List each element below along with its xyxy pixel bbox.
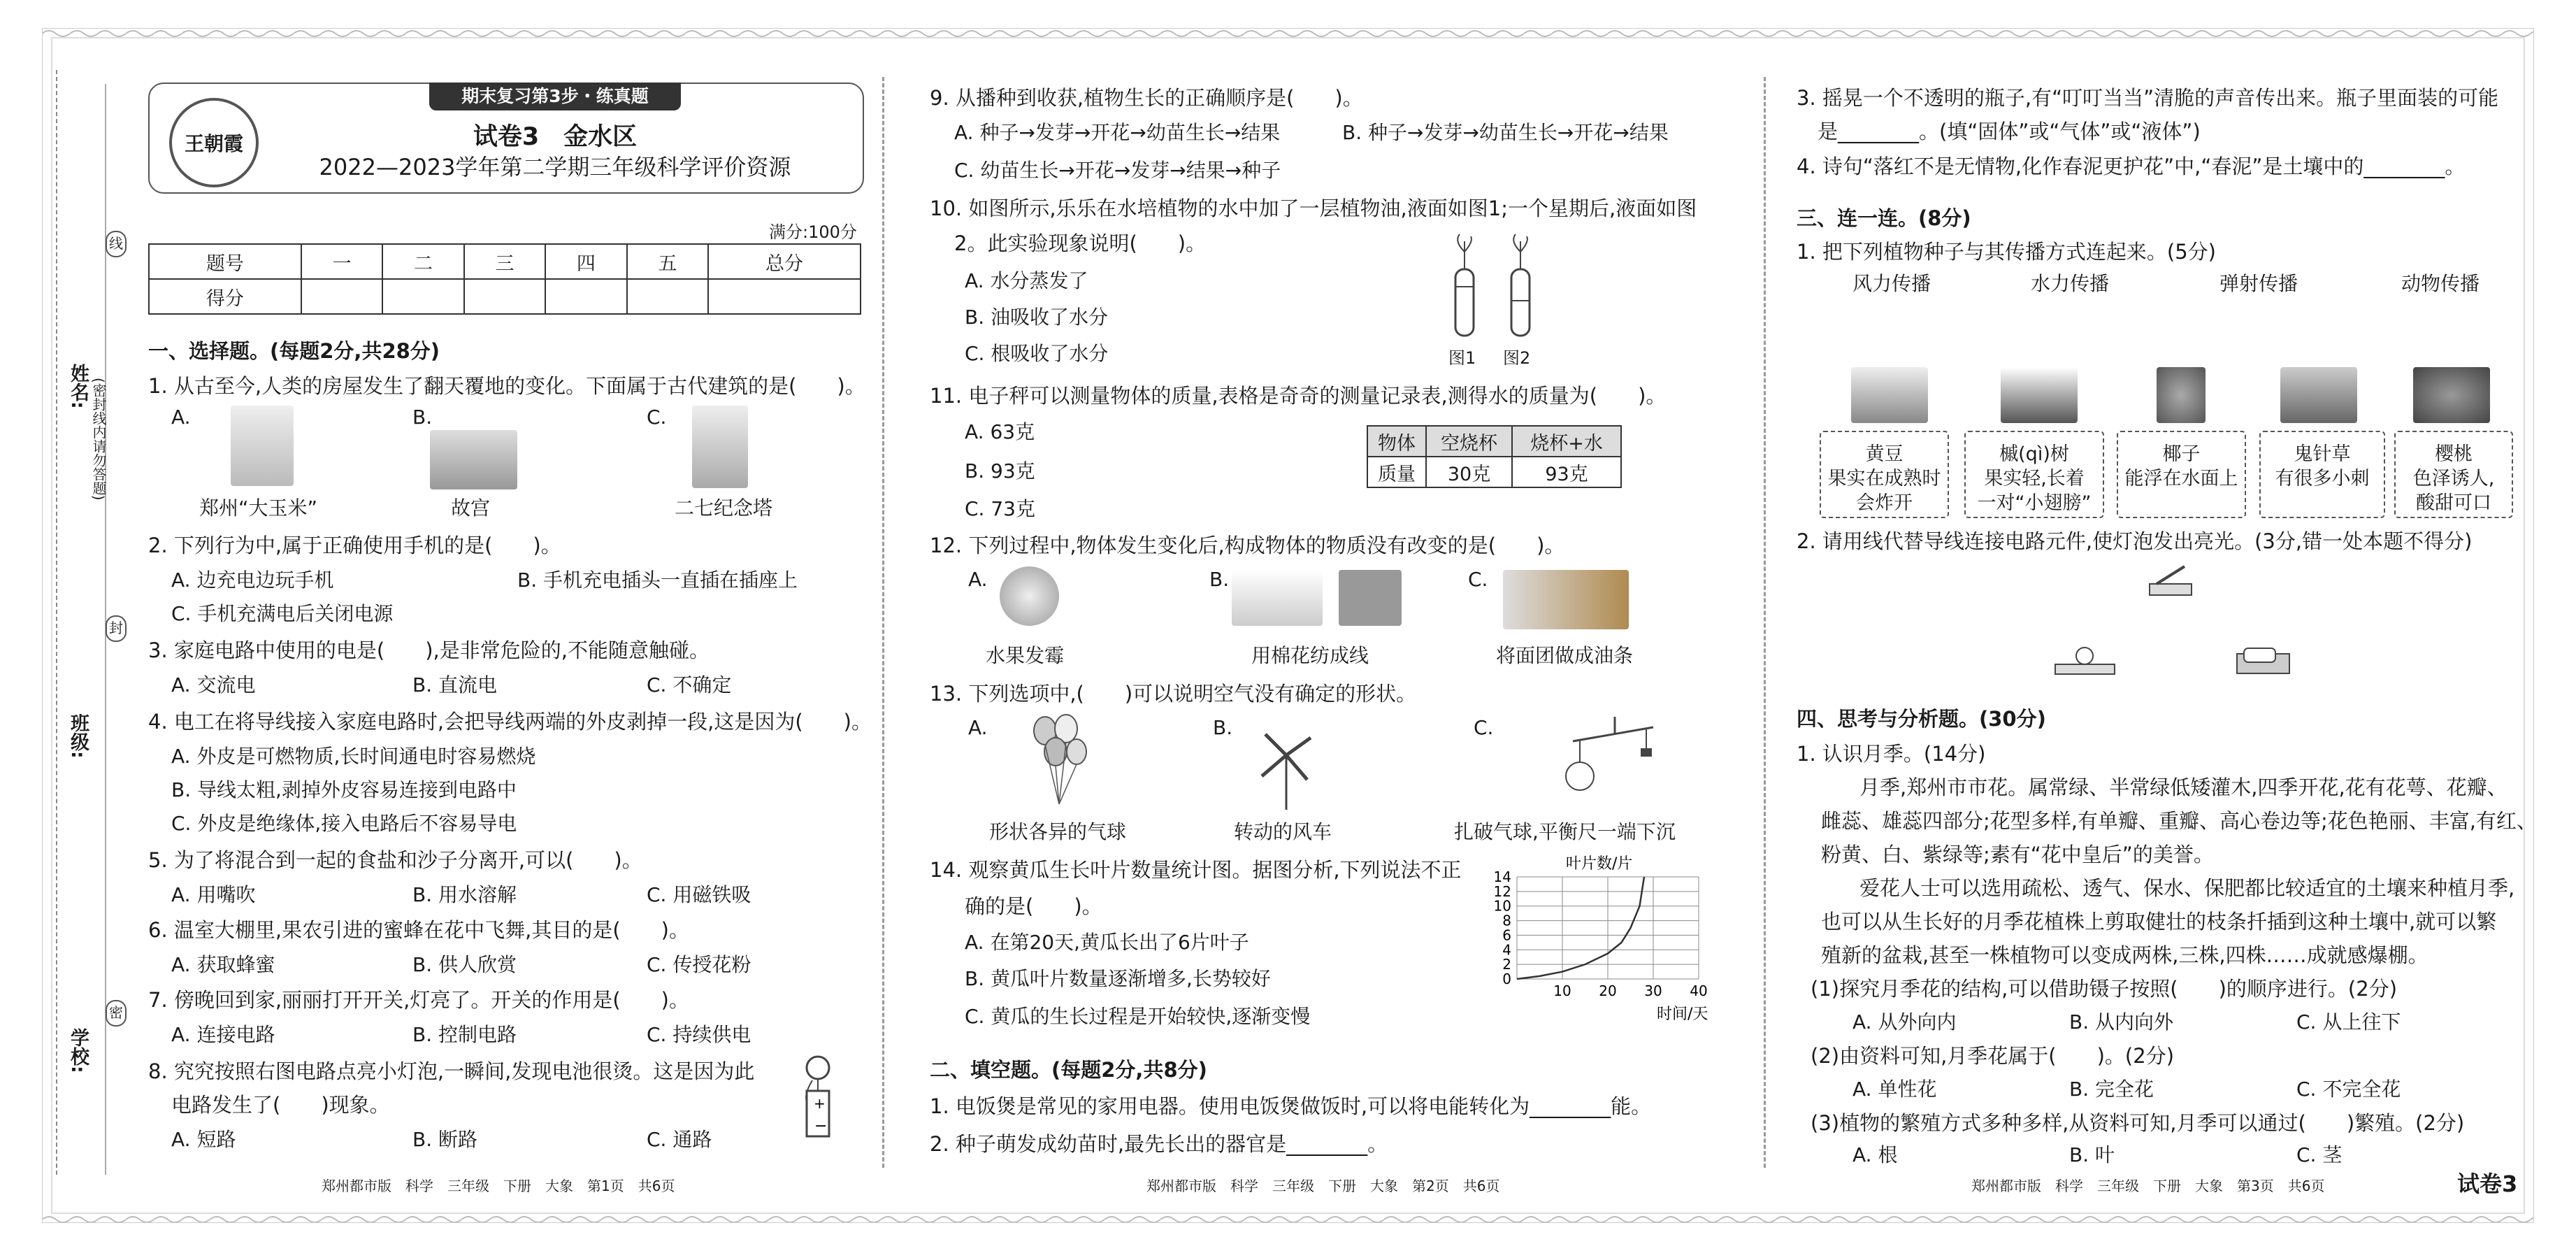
battery-holder-icon: [2233, 640, 2293, 678]
sub3-option-a[interactable]: A. 根: [1852, 1143, 1898, 1166]
score-row-label: 得分: [149, 279, 301, 314]
chart-x-tick-label: 10: [1553, 982, 1571, 999]
q12-caption-b: 用棉花纺成线: [1251, 644, 1369, 667]
mass-table-header: 物体: [1367, 426, 1426, 457]
q3-option-c[interactable]: C. 不确定: [647, 673, 732, 696]
name-label: 姓名:: [67, 364, 89, 409]
sub3-option-b[interactable]: B. 叶: [2069, 1143, 2115, 1166]
q12-option-a[interactable]: A.: [968, 568, 988, 591]
fill3-text-line2: 是________。(填“固体”或“气体”或“液体”): [1818, 120, 2201, 143]
mass-table-header: 空烧杯: [1426, 426, 1512, 457]
leaf-count-chart: [1489, 855, 1727, 1022]
q14-text-line1: 14. 观察黄瓜生长叶片数量统计图。据图分析,下列说法不正: [930, 858, 1462, 882]
battery-bulb-icon: [797, 1052, 839, 1143]
seed-card-coconut[interactable]: [2117, 431, 2246, 518]
section3-title: 三、连一连。(8分): [1797, 206, 1971, 230]
q1-option-a[interactable]: A.: [171, 406, 191, 429]
q1-option-b[interactable]: B.: [412, 406, 433, 429]
switch-icon: [2146, 559, 2195, 601]
score-cell[interactable]: [464, 279, 545, 314]
q2-text: 2. 下列行为中,属于正确使用手机的是( )。: [148, 534, 561, 557]
q8-option-b[interactable]: B. 断路: [412, 1128, 478, 1151]
memorial-tower-image: [692, 406, 748, 488]
seed-card-maple[interactable]: [1964, 431, 2104, 518]
q13-caption-a: 形状各异的气球: [989, 820, 1127, 843]
column-divider: [1764, 77, 1766, 1168]
seed-card-text: 槭(qì)树 果实轻,长着 一对“小翅膀”: [1977, 443, 2092, 515]
chart-x-ticks: [1553, 982, 1707, 999]
class-label: 班级:: [67, 713, 89, 759]
q8-option-c[interactable]: C. 通路: [647, 1128, 712, 1151]
seal-char: 密: [106, 1000, 127, 1027]
seed-card-beggarticks[interactable]: [2259, 431, 2385, 518]
q5-option-c[interactable]: C. 用磁铁吸: [647, 883, 751, 906]
score-header: 题号: [149, 244, 301, 279]
seal-line: [56, 70, 57, 1175]
q11-option-b[interactable]: B. 93克: [965, 459, 1035, 482]
q13-caption-c: 扎破气球,平衡尺一端下沉: [1454, 820, 1676, 843]
q2-option-c[interactable]: C. 手机充满电后关闭电源: [171, 602, 394, 625]
method-animal[interactable]: 动物传播: [2401, 272, 2480, 295]
fill4-text: 4. 诗句“落红不是无情物,化作春泥更护花”中,“春泥”是土壤中的________。: [1797, 155, 2466, 178]
sub1-option-c[interactable]: C. 从上往下: [2296, 1010, 2401, 1034]
chart-title: 叶片数/片: [1566, 855, 1633, 873]
mass-table-cell: 30克: [1426, 457, 1512, 487]
brand-logo: [169, 98, 259, 187]
page-footer: 郑州都市版 科学 三年级 下册 大象 第1页 共6页: [322, 1178, 675, 1194]
brand-name: 王朝霞: [184, 132, 243, 155]
page-subtitle: 2022—2023学年第二学期三年级科学评价资源: [319, 154, 791, 180]
q11-option-c[interactable]: C. 73克: [965, 497, 1035, 520]
chart-y-tick-label: 12: [1493, 882, 1511, 900]
chart-x-label: 时间/天: [1657, 1006, 1708, 1022]
sub1-text: (1)探究月季花的结构,可以借助镊子按照( )的顺序进行。(2分): [1811, 977, 2398, 1001]
q9-option-c[interactable]: C. 幼苗生长→开花→发芽→结果→种子: [954, 159, 1281, 182]
q12-caption-a: 水果发霉: [986, 644, 1065, 667]
q9-option-b[interactable]: B. 种子→发芽→幼苗生长→开花→结果: [1342, 121, 1669, 144]
page-footer: 郑州都市版 科学 三年级 下册 大象 第3页 共6页: [1971, 1178, 2325, 1194]
q1-caption-b: 故宫: [451, 496, 491, 520]
beggarticks-image: [2280, 367, 2357, 423]
chart-y-tick-label: 2: [1502, 956, 1511, 973]
sub2-option-c[interactable]: C. 不完全花: [2296, 1078, 2401, 1101]
score-cell[interactable]: [545, 279, 626, 314]
q5-text: 5. 为了将混合到一起的食盐和沙子分离开,可以( )。: [148, 848, 642, 872]
q4-text: 4. 电工在将导线接入家庭电路时,会把导线两端的外皮剥掉一段,这是因为( )。: [148, 710, 872, 734]
q13-option-c[interactable]: C.: [1474, 716, 1494, 739]
chart-x-tick-label: 30: [1644, 982, 1662, 999]
paper-label: 试卷3: [2457, 1171, 2518, 1197]
q12-caption-c: 将面团做成油条: [1496, 644, 1634, 667]
chart-y-ticks: [1494, 868, 1511, 987]
method-eject[interactable]: 弹射传播: [2219, 272, 2298, 295]
passage-line: 爱花人士可以选用疏松、透气、保水、保肥都比较适宜的土壤来种植月季,: [1859, 876, 2515, 900]
score-cell[interactable]: [708, 279, 861, 314]
q11-text: 11. 电子秤可以测量物体的质量,表格是奇奇的测量记录表,测得水的质量为( )。: [930, 384, 1667, 408]
q3-option-b[interactable]: B. 直流电: [412, 673, 498, 696]
chart-y-tick-label: 0: [1502, 971, 1511, 987]
score-header: 五: [627, 244, 708, 279]
score-cell[interactable]: [301, 279, 382, 314]
q13-option-b[interactable]: B.: [1213, 716, 1233, 739]
q8-text-line1: 8. 究究按照右图电路点亮小灯泡,一瞬间,发现电池很烫。这是因为此: [148, 1059, 755, 1083]
seed-card-cherry[interactable]: [2394, 431, 2513, 518]
bulb-holder-icon: [2052, 643, 2118, 678]
q6-option-c[interactable]: C. 传授花粉: [647, 953, 751, 976]
q14-option-c[interactable]: C. 黄瓜的生长过程是开始较快,逐渐变慢: [965, 1005, 1311, 1028]
tower-image: [231, 406, 294, 486]
passage-line: 月季,郑州市市花。属常绿、半常绿低矮灌木,四季开花,花有花萼、花瓣、: [1859, 775, 2507, 799]
windmill-icon: [1251, 720, 1321, 811]
chart-series-line: [1517, 877, 1644, 979]
q3-text: 3. 家庭电路中使用的电是( ),是非常危险的,不能随意触碰。: [148, 638, 710, 662]
sub2-option-b[interactable]: B. 完全花: [2069, 1078, 2154, 1101]
test-tube-figure: [1440, 231, 1552, 343]
score-header: 四: [545, 244, 626, 279]
chart-x-tick-label: 40: [1690, 982, 1708, 999]
q8-text-line2: 电路发生了( )现象。: [171, 1093, 390, 1117]
q13-caption-b: 转动的风车: [1234, 820, 1332, 843]
seal-char: 线: [106, 231, 127, 257]
seed-card-text: 黄豆 果实在成熟时 会炸开: [1827, 443, 1941, 515]
q5-option-a[interactable]: A. 用嘴吹: [171, 883, 256, 906]
sub3-text: (3)植物的繁殖方式多种多样,从资料可知,月季可以通过( )繁殖。(2分): [1811, 1111, 2465, 1135]
q6-text: 6. 温室大棚里,果农引进的蜜蜂在花中飞舞,其目的是( )。: [148, 918, 689, 942]
chart-y-tick-label: 10: [1493, 897, 1511, 915]
q1-text: 1. 从古至今,人类的房屋发生了翻天覆地的变化。下面属于古代建筑的是( )。: [148, 374, 865, 398]
maple-seed-image: [2001, 367, 2078, 423]
fill2-text: 2. 种子萌发成幼苗时,最先长出的器官是________。: [930, 1132, 1388, 1156]
cherry-image: [2413, 367, 2490, 423]
passage-line: 粉黄、白、紫绿等;素有“花中皇后”的美誉。: [1821, 843, 2214, 866]
q6-option-b[interactable]: B. 供人欣赏: [412, 953, 517, 976]
seed-card-text: 椰子 能浮在水面上: [2124, 443, 2238, 490]
score-header: 一: [301, 244, 382, 279]
think1-title: 1. 认识月季。(14分): [1797, 742, 1986, 766]
q14-option-b[interactable]: B. 黄瓜叶片数量逐渐增多,长势较好: [965, 967, 1271, 990]
section1-title: 一、选择题。(每题2分,共28分): [148, 339, 440, 363]
q6-option-a[interactable]: A. 获取蜂蜜: [171, 953, 275, 976]
q7-option-c[interactable]: C. 持续供电: [647, 1023, 751, 1046]
q1-option-c[interactable]: C.: [647, 406, 667, 429]
section2-title: 二、填空题。(每题2分,共8分): [930, 1058, 1207, 1082]
header-box: [148, 83, 864, 194]
page-footer: 郑州都市版 科学 三年级 下册 大象 第2页 共6页: [1146, 1178, 1500, 1194]
figure2-label: 图2: [1503, 348, 1531, 368]
figure1-label: 图1: [1448, 348, 1476, 368]
moldy-fruit-image: [1000, 566, 1059, 626]
score-header: 二: [382, 244, 463, 279]
q7-text: 7. 傍晚回到家,丽丽打开开关,灯亮了。开关的作用是( )。: [148, 988, 689, 1012]
q13-text: 13. 下列选项中,( )可以说明空气没有确定的形状。: [930, 682, 1417, 706]
sub2-text: (2)由资料可知,月季花属于( )。(2分): [1811, 1044, 2175, 1068]
link2-text: 2. 请用线代替导线连接电路元件,使灯泡发出亮光。(3分,错一处本题不得分): [1797, 529, 2473, 553]
q10-option-b[interactable]: B. 油吸收了水分: [965, 306, 1109, 329]
q13-option-a[interactable]: A.: [968, 716, 988, 739]
score-cell[interactable]: [627, 279, 708, 314]
cotton-image: [1232, 570, 1323, 626]
q2-option-a[interactable]: A. 边充电边玩手机: [171, 569, 334, 592]
score-header: 总分: [708, 244, 861, 279]
step-banner: 期末复习第3步・练真题: [429, 83, 681, 110]
mass-table-cell: 93克: [1512, 457, 1621, 487]
column-divider: [882, 77, 884, 1168]
chart-y-tick-label: 6: [1502, 927, 1511, 944]
q12-option-c[interactable]: C.: [1468, 568, 1488, 591]
passage-line: 也可以从生长好的月季花植株上剪取健壮的枝条扦插到这种土壤中,就可以繁: [1821, 910, 2497, 934]
q12-option-b[interactable]: B.: [1209, 568, 1230, 591]
sub3-option-c[interactable]: C. 茎: [2296, 1143, 2343, 1166]
q10-option-c[interactable]: C. 根吸收了水分: [965, 342, 1109, 365]
yarn-image: [1339, 570, 1402, 626]
mass-table-header: 烧杯+水: [1512, 426, 1621, 457]
score-table: [148, 243, 861, 315]
section4-title: 四、思考与分析题。(30分): [1797, 707, 2046, 731]
passage-line: 殖新的盆栽,甚至一株植物可以变成两株,三株,四株……成就感爆棚。: [1821, 943, 2429, 967]
seal-note: (密封线内请勿答题): [90, 378, 107, 501]
mass-table: [1367, 425, 1622, 488]
method-water[interactable]: 水力传播: [2031, 272, 2110, 295]
sub1-option-a[interactable]: A. 从外向内: [1852, 1010, 1957, 1034]
passage-line: 雌蕊、雄蕊四部分;花型多样,有单瓣、重瓣、高心卷边等;花色艳丽、丰富,有红、: [1821, 809, 2537, 833]
balloons-icon: [1028, 713, 1091, 811]
q4-option-b[interactable]: B. 导线太粗,剥掉外皮容易连接到电路中: [171, 778, 517, 801]
fill1-text: 1. 电饭煲是常见的家用电器。使用电饭煲做饭时,可以将电能转化为________能。: [930, 1094, 1652, 1118]
q9-text: 9. 从播种到收获,植物生长的正确顺序是( )。: [930, 86, 1363, 110]
q10-text-line2: 2。此实验现象说明( )。: [954, 231, 1207, 255]
page-title: 试卷3 金水区: [473, 123, 638, 151]
q4-option-a[interactable]: A. 外皮是可燃物质,长时间通电时容易燃烧: [171, 745, 536, 768]
score-header: 三: [464, 244, 545, 279]
coconut-image: [2157, 367, 2206, 423]
soybean-image: [1851, 367, 1928, 423]
q7-option-b[interactable]: B. 控制电路: [412, 1023, 517, 1046]
full-score: 满分:100分: [769, 222, 857, 242]
q7-option-a[interactable]: A. 连接电路: [171, 1023, 275, 1046]
balance-icon: [1559, 713, 1664, 811]
svg-text:+: +: [814, 1095, 826, 1112]
seed-card-soybean[interactable]: [1820, 431, 1949, 518]
q3-option-a[interactable]: A. 交流电: [171, 673, 256, 696]
seed-card-text: 樱桃 色泽诱人, 酸甜可口: [2412, 443, 2495, 515]
q10-text-line1: 10. 如图所示,乐乐在水培植物的水中加了一层植物油,液面如图1;一个星期后,液面如图: [930, 196, 1697, 220]
school-label: 学校:: [67, 1028, 89, 1073]
q11-option-a[interactable]: A. 63克: [965, 420, 1035, 443]
q8-option-a[interactable]: A. 短路: [171, 1128, 236, 1151]
chart-y-tick-label: 4: [1502, 941, 1511, 959]
q1-caption-a: 郑州“大玉米”: [199, 496, 318, 520]
chart-y-tick-label: 8: [1502, 912, 1511, 929]
seal-char: 封: [106, 615, 127, 642]
q14-text-line2: 确的是( )。: [965, 894, 1102, 918]
svg-text:−: −: [814, 1117, 828, 1135]
score-cell[interactable]: [382, 279, 463, 314]
q9-option-a[interactable]: A. 种子→发芽→开花→幼苗生长→结果: [954, 121, 1281, 144]
method-wind[interactable]: 风力传播: [1852, 272, 1931, 295]
q12-text: 12. 下列过程中,物体发生变化后,构成物体的物质没有改变的是( )。: [930, 534, 1565, 557]
sub2-option-a[interactable]: A. 单性花: [1852, 1078, 1937, 1101]
chart-x-tick-label: 20: [1599, 982, 1617, 999]
fill3-text-line1: 3. 摇晃一个不透明的瓶子,有“叮叮当当”清脆的声音传出来。瓶子里面装的可能: [1797, 86, 2499, 110]
palace-image: [430, 430, 517, 489]
chart-y-tick-label: 14: [1493, 868, 1511, 885]
q2-option-b[interactable]: B. 手机充电插头一直插在插座上: [517, 569, 798, 592]
chart-grid: [1517, 877, 1699, 979]
seed-card-text: 鬼针草 有很多小刺: [2275, 443, 2370, 490]
q10-option-a[interactable]: A. 水分蒸发了: [965, 269, 1088, 292]
mass-table-cell: 质量: [1367, 457, 1426, 487]
q5-option-b[interactable]: B. 用水溶解: [412, 883, 517, 906]
q4-option-c[interactable]: C. 外皮是绝缘体,接入电路后不容易导电: [171, 812, 517, 835]
q1-caption-c: 二七纪念塔: [675, 496, 773, 520]
link1-text: 1. 把下列植物种子与其传播方式连起来。(5分): [1797, 240, 2216, 264]
sub1-option-b[interactable]: B. 从内向外: [2069, 1010, 2174, 1034]
q14-option-a[interactable]: A. 在第20天,黄瓜长出了6片叶子: [965, 931, 1249, 954]
dough-image: [1503, 570, 1629, 629]
